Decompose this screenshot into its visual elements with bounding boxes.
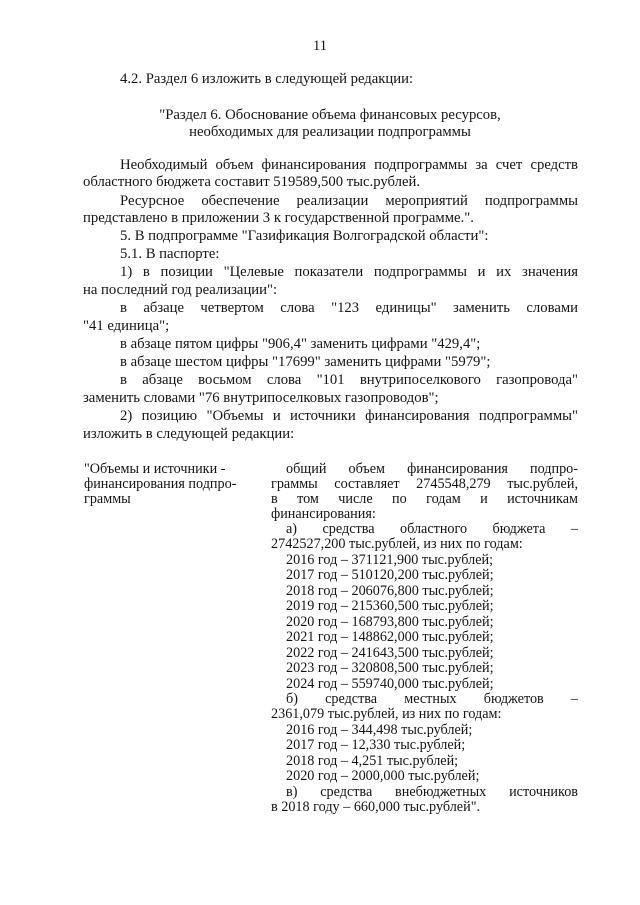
paragraph-5: 5. В подпрограмме "Газификация Волгоградской области":: [120, 228, 489, 244]
passport-year-line: 2024 год – 559740,000 тыс.рублей;: [286, 676, 494, 692]
passport-year-line: 2022 год – 241643,500 тыс.рублей;: [286, 645, 494, 661]
passport-year-line: 2023 год – 320808,500 тыс.рублей;: [286, 660, 494, 676]
passport-year-line: 2018 год – 206076,800 тыс.рублей;: [286, 583, 494, 599]
passport-right-line: финансирования:: [271, 506, 376, 522]
paragraph-4-2: 4.2. Раздел 6 изложить в следующей редакции:: [120, 71, 414, 87]
passport-year-line: 2021 год – 148862,000 тыс.рублей;: [286, 629, 494, 645]
passport-year-line: 2016 год – 371121,900 тыс.рублей;: [286, 552, 494, 568]
passport-year-line: 2020 год – 2000,000 тыс.рублей;: [286, 768, 480, 784]
passport-year-line: 2017 год – 12,330 тыс.рублей;: [286, 737, 466, 753]
passport-year-line: 2018 год – 4,251 тыс.рублей;: [286, 753, 459, 769]
paragraph-financing-line-2: областного бюджета составит 519589,500 тыс.рублей.: [83, 174, 421, 190]
passport-year-line: 2017 год – 510120,200 тыс.рублей;: [286, 567, 494, 583]
passport-year-line: 2016 год – 344,498 тыс.рублей;: [286, 722, 473, 738]
paragraph-item-1-line-2: на последний год реализации":: [83, 282, 278, 298]
passport-right-line: в том числе по годам и источникам: [271, 491, 578, 507]
passport-right-line: в) средства внебюджетных источников: [286, 784, 578, 800]
page-number: 11: [313, 38, 327, 54]
passport-right-line: в 2018 году – 660,000 тыс.рублей".: [271, 799, 481, 815]
paragraph-abzac-4-line-1: в абзаце четвертом слова "123 единицы" заменить словами: [120, 300, 578, 316]
passport-left-line-2: финансирования подпро-: [84, 476, 237, 492]
passport-year-line: 2020 год – 168793,800 тыс.рублей;: [286, 614, 494, 630]
paragraph-resources-line-2: представлено в приложении 3 к государственной программе.".: [83, 210, 474, 226]
paragraph-abzac-8-line-2: заменить словами "76 внутрипоселковых газопроводов";: [83, 390, 439, 406]
paragraph-5-1: 5.1. В паспорте:: [120, 246, 220, 262]
paragraph-item-1-line-1: 1) в позиции "Целевые показатели подпрограммы и их значения: [120, 264, 578, 280]
passport-right-line: 2742527,200 тыс.рублей, из них по годам:: [271, 536, 523, 552]
passport-year-line: 2019 год – 215360,500 тыс.рублей;: [286, 598, 494, 614]
paragraph-financing-line-1: Необходимый объем финансирования подпрограммы за счет средств: [120, 157, 578, 173]
paragraph-abzac-4-line-2: "41 единица";: [83, 318, 170, 334]
passport-right-line: граммы составляет 2745548,279 тыс.рублей,: [271, 476, 578, 492]
paragraph-abzac-5: в абзаце пятом цифры "906,4" заменить цифрами "429,4";: [120, 336, 481, 352]
section-heading-line-2: необходимых для реализации подпрограммы: [189, 124, 471, 140]
passport-left-line-3: граммы: [84, 491, 131, 507]
paragraph-resources-line-1: Ресурсное обеспечение реализации мероприятий подпрограммы: [120, 193, 578, 209]
paragraph-item-2-line-1: 2) позицию "Объемы и источники финансирования подпрограммы": [120, 408, 578, 424]
section-heading-line-1: "Раздел 6. Обоснование объема финансовых ресурсов,: [159, 107, 501, 123]
passport-right-line: 2361,079 тыс.рублей, из них по годам:: [271, 706, 502, 722]
passport-right-line: а) средства областного бюджета –: [286, 521, 578, 537]
passport-left-line-1: "Объемы и источники -: [84, 461, 226, 477]
paragraph-abzac-8-line-1: в абзаце восьмом слова "101 внутрипоселкового газопровода": [120, 372, 578, 388]
passport-right-line: общий объем финансирования подпро-: [286, 461, 578, 477]
passport-right-line: б) средства местных бюджетов –: [286, 691, 578, 707]
paragraph-item-2-line-2: изложить в следующей редакции:: [83, 426, 295, 442]
paragraph-abzac-6: в абзаце шестом цифры "17699" заменить цифрами "5979";: [120, 354, 491, 370]
